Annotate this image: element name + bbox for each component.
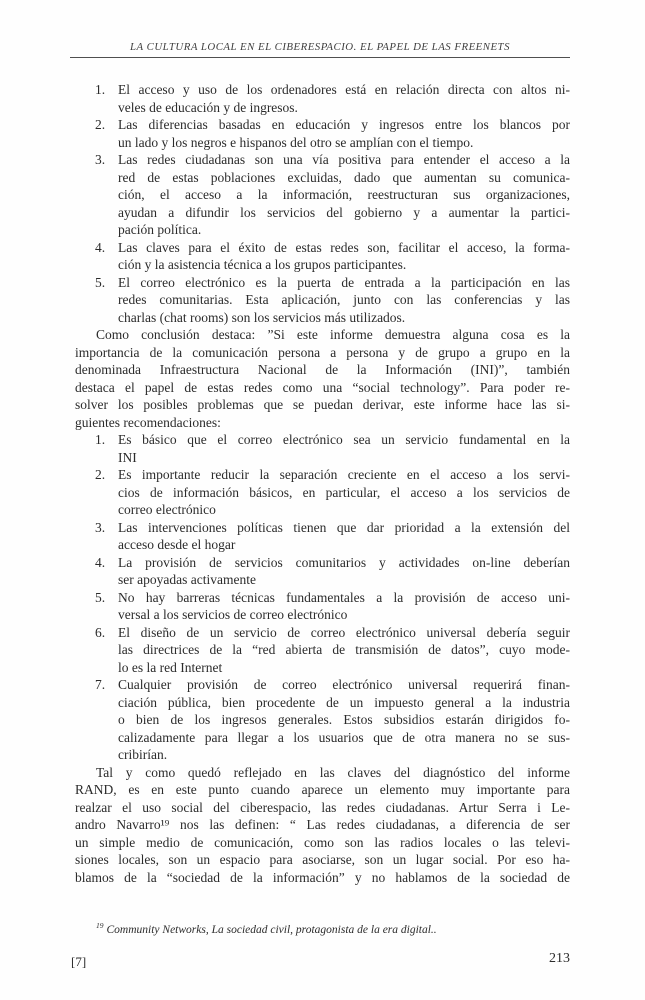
folio-number: [7] (71, 954, 87, 969)
text-line: El diseño de un servicio de correo electrónico universal debería seguir (118, 624, 570, 640)
running-head (70, 41, 570, 58)
item-text (118, 466, 570, 519)
item-number: 2. (95, 467, 106, 482)
text-line: correo electrónico (118, 502, 216, 517)
text-line: blamos de la “sociedad de la información” y no hablamos de la sociedad de (75, 869, 570, 885)
text-line: destaca el papel de estas redes como una “social technology”. Para poder re- (75, 379, 570, 395)
item-text (118, 554, 570, 589)
item-text (118, 431, 570, 466)
list-item (75, 519, 570, 554)
item-number: 4. (95, 239, 106, 255)
text-line: ser apoyadas activamente (118, 572, 256, 587)
text-line: realzar el uso social del ciberespacio, las redes ciudadanas. Artur Serra i Le- (75, 799, 570, 815)
text-line: lo es la red Internet (118, 659, 223, 675)
item-text (118, 676, 570, 764)
list-item (75, 624, 570, 677)
text-line: Cualquier provisión de correo electrónico universal requerirá finan- (118, 677, 570, 692)
list-item (75, 589, 570, 624)
text-line: No hay barreras técnicas fundamentales a la provisión de acceso uni- (118, 589, 570, 605)
text-line: charlas (chat rooms) son los servicios más utilizados. (118, 309, 406, 325)
text-line: redes comunitarias. Esta aplicación, junto con las conferencias y las (118, 292, 570, 307)
text-line: acceso desde el hogar (118, 537, 236, 552)
item-text (118, 589, 570, 624)
text-line: red de estas poblaciones excluidas, dado que aumentan su comunica- (118, 169, 570, 185)
list-item (75, 431, 570, 466)
item-number: 6. (95, 624, 106, 640)
text-line: un lado y los negros e hispanos del otro se amplían con el tiempo. (118, 134, 474, 150)
text-line: pación política. (118, 222, 202, 237)
text-line: Es básico que el correo electrónico sea un servicio fundamental en la (118, 432, 570, 447)
item-number: 2. (95, 117, 106, 132)
rand-diagnosis-list (75, 81, 570, 326)
text-line: La provisión de servicios comunitarios y actividades on-line deberían (118, 554, 570, 570)
item-number: 3. (95, 519, 106, 535)
footnote-marker: 19 (96, 921, 104, 930)
conclusion-paragraph (75, 326, 570, 431)
item-number: 1. (95, 432, 106, 447)
list-item (75, 274, 570, 327)
text-line: calizadamente para llegar a los usuarios que de otra manera no se sus- (118, 729, 570, 745)
item-text (118, 81, 570, 116)
running-head-title: LA CULTURA LOCAL EN EL CIBERESPACIO. EL PAPEL DE LAS FREENETS (130, 41, 510, 53)
text-line: ayudan a difundir los servicios del gobierno y a aumentar la partici- (118, 204, 570, 220)
text-line: cios de información básicos, en particular, el acceso a los servicios de (118, 484, 570, 500)
list-item (75, 239, 570, 274)
text-line: un simple medio de comunicación, como son las radios locales o las televi- (75, 834, 570, 850)
item-text (118, 624, 570, 677)
item-number: 1. (95, 82, 106, 97)
footnote-text: Community Networks, La sociedad civil, protagonista de la era digital.. (106, 923, 437, 936)
closing-paragraph (75, 764, 570, 887)
list-item (75, 116, 570, 151)
text-line: ción, el acceso a la información, reestructuran sus organizaciones, (118, 187, 570, 202)
text-line: Tal y como quedó reflejado en las claves del diagnóstico del informe (96, 764, 570, 780)
text-line: importancia de la comunicación persona a persona y de grupo a grupo en la (75, 344, 570, 360)
page-number: 213 (549, 951, 570, 966)
item-number: 5. (95, 274, 106, 290)
text-line: RAND, es en este punto cuando aparece un elemento muy importante para (75, 782, 570, 797)
item-text (118, 274, 570, 327)
text-line: siones locales, son un espacio para asociarse, son un lugar social. Por eso ha- (75, 852, 570, 867)
text-line: andro Navarro¹⁹ nos las definen: “ Las redes ciudadanas, a diferencia de ser (75, 817, 570, 832)
footnote (75, 921, 570, 936)
text-line: Las claves para el éxito de estas redes son, facilitar el acceso, la forma- (118, 239, 570, 255)
text-line: versal a los servicios de correo electrónico (118, 607, 348, 622)
text-line: Las diferencias basadas en educación y ingresos entre los blancos por (118, 117, 570, 132)
text-line: El acceso y uso de los ordenadores está en relación directa con altos ni- (118, 82, 570, 97)
item-number: 7. (95, 677, 106, 692)
text-line: veles de educación y de ingresos. (118, 99, 298, 115)
text-line: cribirían. (118, 747, 168, 762)
item-text (118, 151, 570, 239)
text-line: o bien de los ingresos generales. Estos subsidios estarán dirigidos fo- (118, 712, 570, 727)
recommendations-list (75, 431, 570, 764)
text-line: las directrices de la “red abierta de transmisión de datos”, cuyo mode- (118, 642, 570, 657)
list-item (75, 151, 570, 239)
list-item (75, 554, 570, 589)
item-text (118, 116, 570, 151)
text-line: Como conclusión destaca: ”Si este informe demuestra alguna cosa es la (96, 327, 570, 342)
text-line: Es importante reducir la separación creciente en el acceso a los servi- (118, 467, 570, 482)
list-item (75, 466, 570, 519)
text-line: INI (118, 449, 137, 465)
text-line: solver los posibles problemas que se puedan derivar, este informe hace las si- (75, 397, 570, 412)
text-line: ciación pública, bien procedente de un impuesto general a la industria (118, 694, 570, 710)
text-line: Las intervenciones políticas tienen que dar prioridad a la extensión del (118, 519, 570, 535)
page-body (75, 81, 570, 886)
item-number: 4. (95, 554, 106, 570)
text-line: Las redes ciudadanas son una vía positiva para entender el acceso a la (118, 152, 570, 167)
item-text (118, 519, 570, 554)
item-number: 3. (95, 152, 106, 167)
text-line: guientes recomendaciones: (75, 414, 221, 430)
item-number: 5. (95, 589, 106, 605)
item-text (118, 239, 570, 274)
text-line: ción y la asistencia técnica a los grupos participantes. (118, 257, 407, 272)
text-line: denominada Infraestructura Nacional de la Información (INI)”, también (75, 362, 570, 377)
list-item (75, 81, 570, 116)
text-line: El correo electrónico es la puerta de entrada a la participación en las (118, 274, 570, 290)
list-item (75, 676, 570, 764)
